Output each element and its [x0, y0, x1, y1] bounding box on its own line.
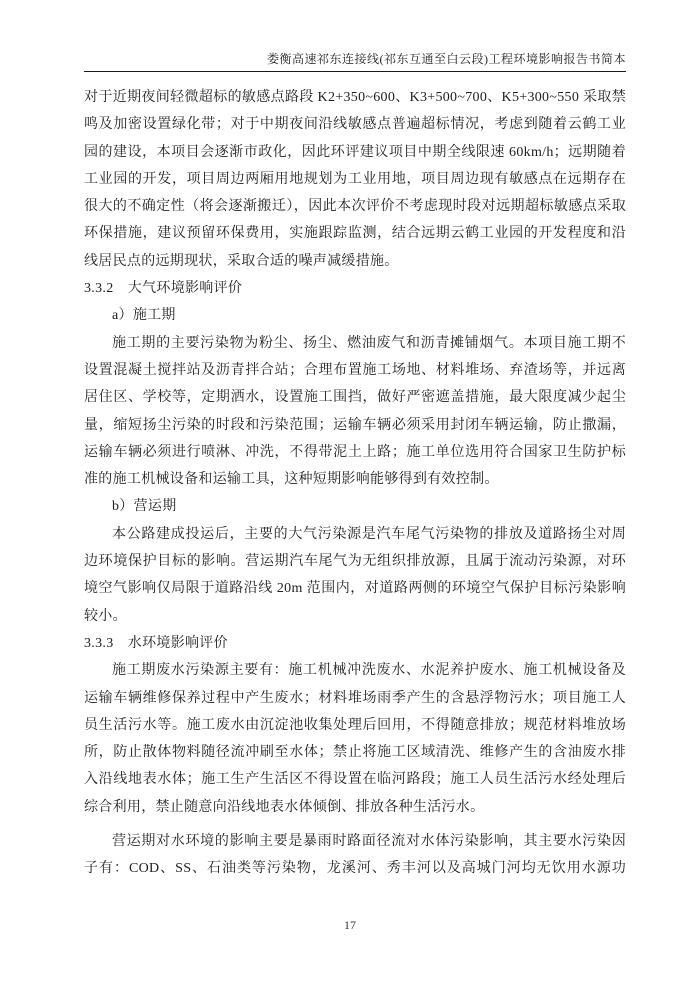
- text-line: 运输车辆必须进行喷淋、冲洗，不得带泥土上路；施工单位选用符合国家卫生防护标: [84, 444, 626, 460]
- text-line: 对于近期夜间轻微超标的敏感点路段 K2+350~600、K3+500~700、K5+300~550 采取禁: [84, 90, 626, 105]
- page-footer: [0, 918, 700, 933]
- text-line: 施工期的主要污染物为粉尘、扬尘、燃油废气和沥青摊铺烟气。本项目施工期不: [112, 335, 626, 351]
- text-line: 3.3.2 大气环境影响评价: [84, 281, 243, 297]
- text-line: 居住区、学校等，定期洒水，设置施工围挡，做好严密遮盖措施，最大限度减少起尘: [84, 390, 626, 406]
- text-line: 设置混凝土搅拌站及沥青拌合站；合理布置施工场地、材料堆场、弃渣场等，并远离: [84, 362, 626, 378]
- text-line: 鸣及加密设置绿化带；对于中期夜间沿线敏感点普遍超标情况，考虑到随着云鹤工业: [84, 117, 626, 133]
- text-line: 子有：COD、SS、石油类等污染物，龙溪河、秀丰河以及高城门河均无饮用水源功: [84, 861, 626, 877]
- text-line: 本公路建成投运后，主要的大气污染源是汽车尾气污染物的排放及道路扬尘对周: [112, 526, 626, 542]
- text-line: a）施工期: [112, 308, 176, 324]
- text-line: 很大的不确定性（将会逐渐搬迁），因此本次评价不考虑现时段对远期超标敏感点采取: [84, 199, 626, 215]
- page-number: 17: [344, 918, 356, 932]
- text-line: 所，防止散体物料随径流冲刷至水体；禁止将施工区域清洗、维修产生的含油废水排: [84, 745, 626, 761]
- text-line: 员生活污水等。施工废水由沉淀池收集处理后回用，不得随意排放；规范材料堆放场: [84, 717, 626, 733]
- text-line: 综合利用，禁止随意向沿线地表水体倾倒、排放各种生活污水。: [84, 799, 485, 815]
- text-line: b）营运期: [112, 499, 177, 515]
- text-line: 准的施工机械设备和运输工具，这种短期影响能够得到有效控制。: [84, 472, 499, 488]
- header-rule: [84, 71, 626, 72]
- text-line: 境空气影响仅局限于道路沿线 20m 范围内，对道路两侧的环境空气保护目标污染影响: [84, 581, 626, 597]
- header-title: 娄衡高速祁东连接线(祁东互通至白云段)工程环境影响报告书简本: [267, 52, 626, 66]
- text-line: 边环境保护目标的影响。营运期汽车尾气为无组织排放源，且属于流动污染源，对环: [84, 554, 626, 570]
- text-line: 3.3.3 水环境影响评价: [84, 635, 228, 651]
- text-line: 较小。: [84, 608, 127, 624]
- text-line: 环保措施，建议预留环保费用，实施跟踪监测，结合远期云鹤工业园的开发程度和沿: [84, 226, 626, 242]
- document-body: [84, 84, 626, 883]
- text-line: 工业园的开发，项目周边两厢用地规划为工业用地，项目周边现有敏感点在远期存在: [84, 171, 626, 187]
- text-line: 施工期废水污染源主要有：施工机械冲洗废水、水泥养护废水、施工机械设备及: [112, 663, 626, 679]
- text-line: 入沿线地表水体；施工生产生活区不得设置在临河路段；施工人员生活污水经处理后: [84, 772, 626, 788]
- text-line: 量，缩短扬尘污染的时段和污染范围；运输车辆必须采用封闭车辆运输，防止撒漏，: [84, 417, 626, 433]
- text-line: 园的建设，本项目会逐渐市政化，因此环评建议项目中期全线限速 60km/h；远期随着: [84, 144, 626, 160]
- text-line: 线居民点的远期现状，采取合适的噪声减缓措施。: [84, 253, 399, 269]
- text-line: 营运期对水环境的影响主要是暴雨时路面径流对水体污染影响，其主要水污染因: [112, 834, 626, 850]
- text-line: 运输车辆维修保养过程中产生废水；材料堆场雨季产生的含悬浮物污水；项目施工人: [84, 690, 626, 706]
